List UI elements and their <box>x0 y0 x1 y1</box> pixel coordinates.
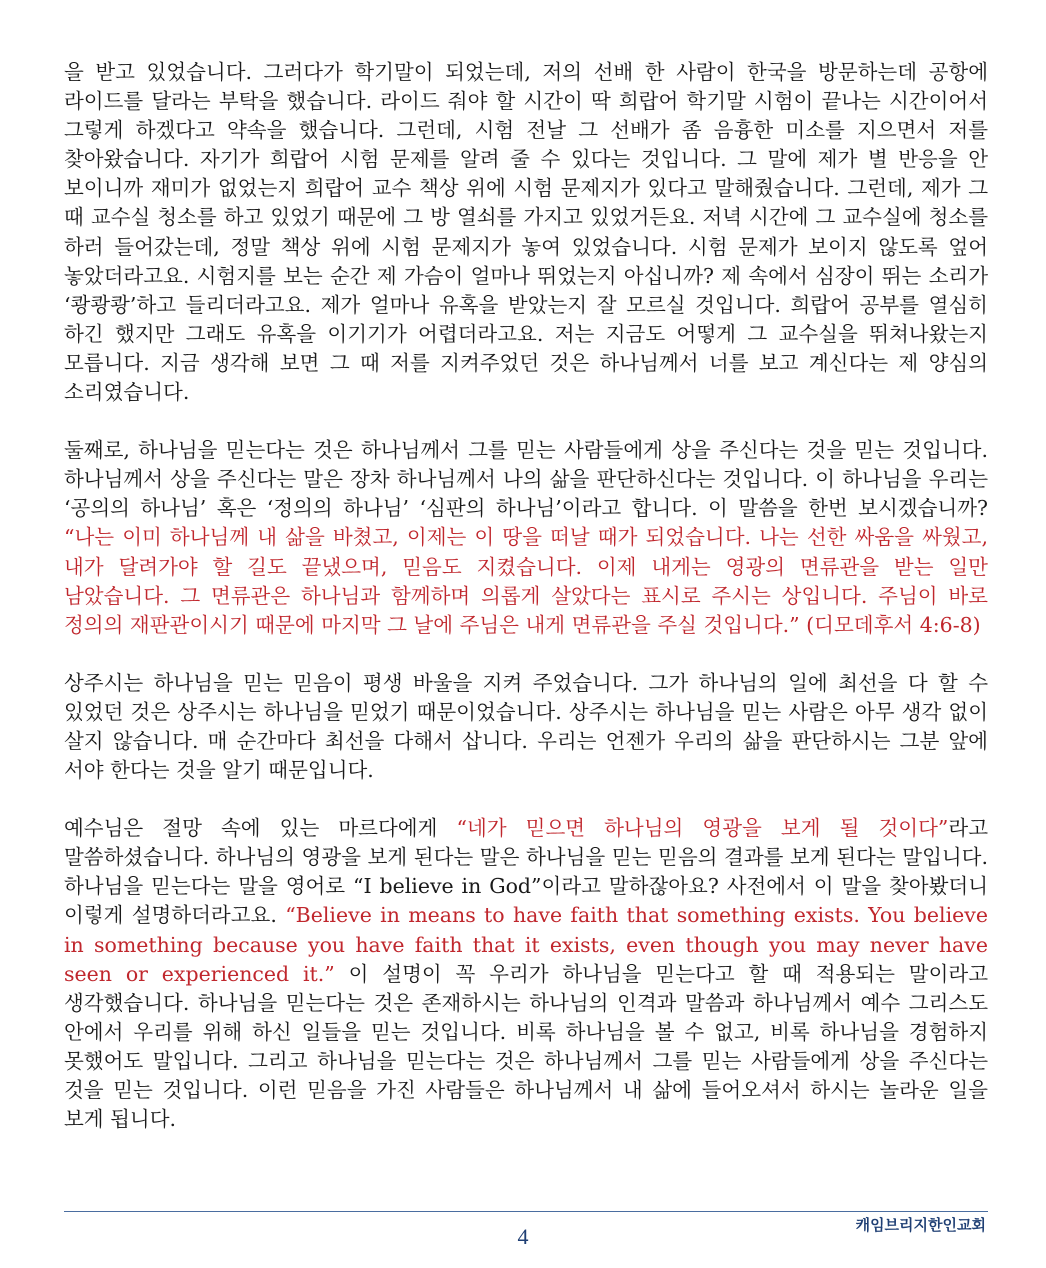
paragraph-text: 둘째로, 하나님을 믿는다는 것은 하나님께서 그를 믿는 사람들에게 상을 주신다는 것을 믿는 것입니다. 하나님께서 상을 주신다는 말은 장차 하나님께서 나의 삶을 판단하신다는 것입니다. 이 하나님을 우리는 ‘공의의 하나님’ 혹은 ‘정의의 하나님’ ‘심판의 하나님’이라고 합니다. 이 말씀을 한번 보시겠습니까? <box>64 438 988 521</box>
page-number: 4 <box>517 1224 529 1249</box>
paragraph-text: 이 설명이 꼭 우리가 하나님을 믿는다고 할 때 적용되는 말이라고 생각했습니다. 하나님을 믿는다는 것은 존재하시는 하나님의 인격과 말씀과 하나님께서 예수 그리스도 안에서 우리를 위해 하신 일들을 믿는 것입니다. 비록 하나님을 볼 수 없고, 비록 하나님을 경험하지 못했어도 말입니다. 그리고 하나님을 믿는다는 것은 하나님께서 그를 믿는 사람들에게 상을 주신다는 것을 믿는 것입니다. 이런 믿음을 가진 사람들은 하나님께서 내 삶에 들어오셔서 하시는 놀라운 일을 보게 됩니다. <box>64 961 988 1132</box>
page-body <box>64 58 988 1134</box>
paragraph <box>64 436 988 640</box>
paragraph-text: 을 받고 있었습니다. 그러다가 학기말이 되었는데, 저의 선배 한 사람이 한국을 방문하는데 공항에 라이드를 달라는 부탁을 했습니다. 라이드 줘야 할 시간이 딱 희랍어 학기말 시험이 끝나는 시간이어서 그렇게 하겠다고 약속을 했습니다. 그런데, 시험 전날 그 선배가 좀 음흉한 미소를 지으면서 저를 찾아왔습니다. 자기가 희랍어 시험 문제를 알려 줄 수 있다는 것입니다. 그 말에 제가 별 반응을 안 보이니까 재미가 없었는지 희랍어 교수 책상 위에 시험 문제지가 있다고 말해줬습니다. 그런데, 제가 그 때 교수실 청소를 하고 있었기 때문에 그 방 열쇠를 가지고 있었거든요. 저녁 시간에 그 교수실에 청소를 하러 들어갔는데, 정말 책상 위에 시험 문제지가 놓여 있었습니다. 시험 문제가 보이지 않도록 엎어 놓았더라고요. 시험지를 보는 순간 제 가슴이 얼마나 뛰었는지 아십니까? 제 속에서 심장이 뛰는 소리가 ‘쾅쾅쾅’하고 들리더라고요. 제가 얼마나 유혹을 받았는지 잘 모르실 것입니다. 희랍어 공부를 열심히 하긴 했지만 그래도 유혹을 이기기가 어렵더라고요. 저는 지금도 어떻게 그 교수실을 뛰쳐나왔는지 모릅니다. 지금 생각해 보면 그 때 저를 지켜주었던 것은 하나님께서 너를 보고 계신다는 제 양심의 소리였습니다. <box>64 60 988 405</box>
paragraph <box>64 814 988 1134</box>
dictionary-quote: “Believe in means to have faith that something exists. You believe in something because you have faith that it exists, even though you may never have seen or experienced it.” <box>64 903 988 986</box>
paragraph-text: 예수님은 절망 속에 있는 마르다에게 <box>64 816 457 841</box>
scripture-quote: “네가 믿으면 하나님의 영광을 보게 될 것이다” <box>456 816 949 841</box>
church-name: 캐임브리지한인교회 <box>855 1216 986 1234</box>
scripture-quote: “나는 이미 하나님께 내 삶을 바쳤고, 이제는 이 땅을 떠날 때가 되었습니다. 나는 선한 싸움을 싸웠고, 내가 달려가야 할 길도 끝냈으며, 믿음도 지켰습니다. 이제 내게는 영광의 면류관을 받는 일만 남았습니다. 그 면류관은 하나님과 함께하며 의롭게 살았다는 표시로 주시는 상입니다. 주님이 바로 정의의 재판관이시기 때문에 마지막 그 날에 주님은 내게 면류관을 주실 것입니다.” (디모데후서 4:6-8) <box>64 525 988 637</box>
footer-divider <box>64 1211 988 1212</box>
paragraph-text: 라고 말씀하셨습니다. 하나님의 영광을 보게 된다는 말은 하나님을 믿는 믿음의 결과를 보게 된다는 말입니다. 하나님을 믿는다는 말을 영어로 “I believe in God”이라고 말하잖아요? 사전에서 이 말을 찾아봤더니 이렇게 설명하더라고요. <box>64 816 988 928</box>
paragraph <box>64 58 988 407</box>
paragraph <box>64 669 988 785</box>
paragraph-text: 상주시는 하나님을 믿는 믿음이 평생 바울을 지켜 주었습니다. 그가 하나님의 일에 최선을 다 할 수 있었던 것은 상주시는 하나님을 믿었기 때문이었습니다. 상주시는 하나님을 믿는 사람은 아무 생각 없이 살지 않습니다. 매 순간마다 최선을 다해서 삽니다. 우리는 언젠가 우리의 삶을 판단하시는 그분 앞에 서야 한다는 것을 알기 때문입니다. <box>64 670 988 783</box>
